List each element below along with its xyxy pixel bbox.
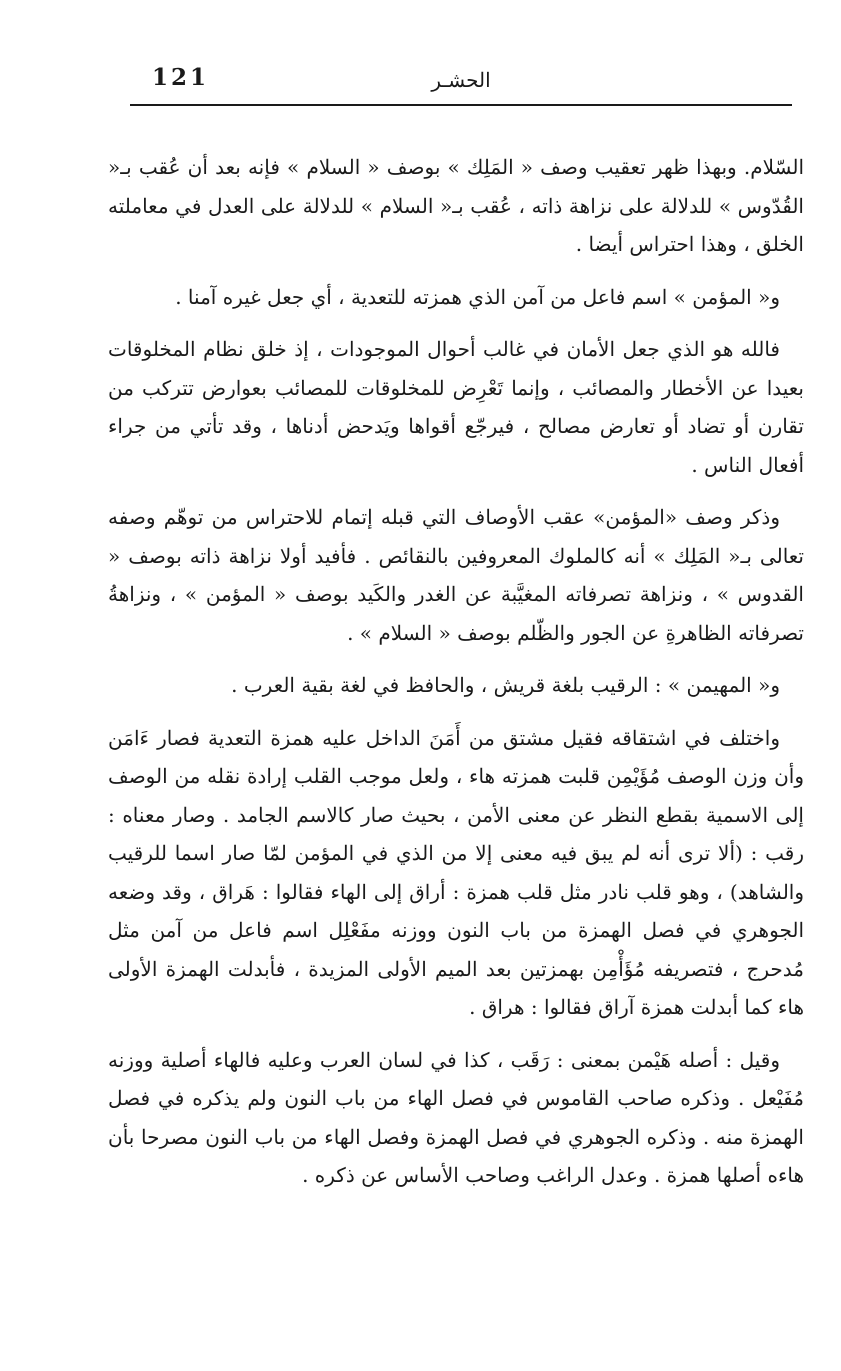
running-title: الحشـر [431,68,491,92]
paragraph-4: وذكر وصف «المؤمن» عقب الأوصاف التي قبله إتمام للاحتراس من توهّم وصفه تعالى بـ« المَلِك » أنه كالملوك المعروفين بالنقائص . فأفيد أولا نزاهة ذاته بوصف « القدوس » ، ونزاهة تصرفاته المغيَّبة عن الغدر والكَيد بوصف « المؤمن » ، ونزاهةُ تصرفاته الظاهرةِ عن الجور والظّلم بوصف « السلام » . [108,505,804,645]
page-number: 121 [152,64,210,91]
paragraph-3: فالله هو الذي جعل الأمان في غالب أحوال الموجودات ، إذ خلق نظام المخلوقات بعيدا عن الأخطار والمصائب ، وإنما تَعْرِض للمخلوقات للمصائب بعوارض تتركب من تقارن أو تضاد أو تعارض مصالح ، فيرجّع أقواها ويَدحض أدناها ، وقد تأتي من جراء أفعال الناس . [108,337,804,477]
paragraph-7: وقيل : أصله هَيْمن بمعنى : رَقَب ، كذا في لسان العرب وعليه فالهاء أصلية ووزنه مُفَيْعل . وذكره صاحب القاموس في فصل الهاء من باب النون ولم يذكره في فصل الهمزة منه . وذكره الجوهري في فصل الهمزة وفصل الهاء من باب النون مصرحا بأن هاءه أصلها همزة . وعدل الراغب وصاحب الأساس عن ذكره . [108,1047,804,1187]
paragraph-5: و« المهيمن » : الرقيب بلغة قريش ، والحافظ في لغة بقية العرب . [231,673,780,697]
paragraph-2: و« المؤمن » اسم فاعل من آمن الذي همزته للتعدية ، أي جعل غيره آمنا . [175,284,780,309]
paragraph-6: واختلف في اشتقاقه فقيل مشتق من أَمَنَ الداخل عليه همزة التعدية فصار ءَامَن وأن وزن الوصف مُؤَيْمِن قلبت همزته هاء ، ولعل موجب القلب إرادة نقله من الوصف إلى الاسمية بقطع النظر عن معنى الأمن ، بحيث صار كالاسم الجامد . وصار معناه : رقب : (ألا ترى أنه لم يبق فيه معنى إلا من الذي في المؤمن لمّا صار اسما للرقيب والشاهد) ، وهو قلب نادر مثل قلب همزة : أراق إلى الهاء فقالوا : هَراق ، وقد وضعه الجوهري في فصل الهمزة من باب النون ووزنه مفَعْلِل اسم فاعل من آمن مثل مُدحرج ، فتصريفه مُؤَأْمِن بهمزتين بعد الميم الأولى المزيدة ، فأبدلت الهمزة الأولى هاء كما أبدلت همزة آراق فقالوا : هراق . [108,725,804,1019]
body-text [108,148,804,1209]
header-rule [130,104,792,106]
page-header [130,58,792,104]
paragraph-1: السّلام. وبهذا ظهر تعقيب وصف « المَلِك » بوصف « السلام » فإنه بعد أن عُقب بـ« القُدّوس » للدلالة على نزاهة ذاته ، عُقب بـ« السلام » للدلالة على العدل في معاملته الخلق ، وهذا احتراس أيضا . [108,155,804,256]
